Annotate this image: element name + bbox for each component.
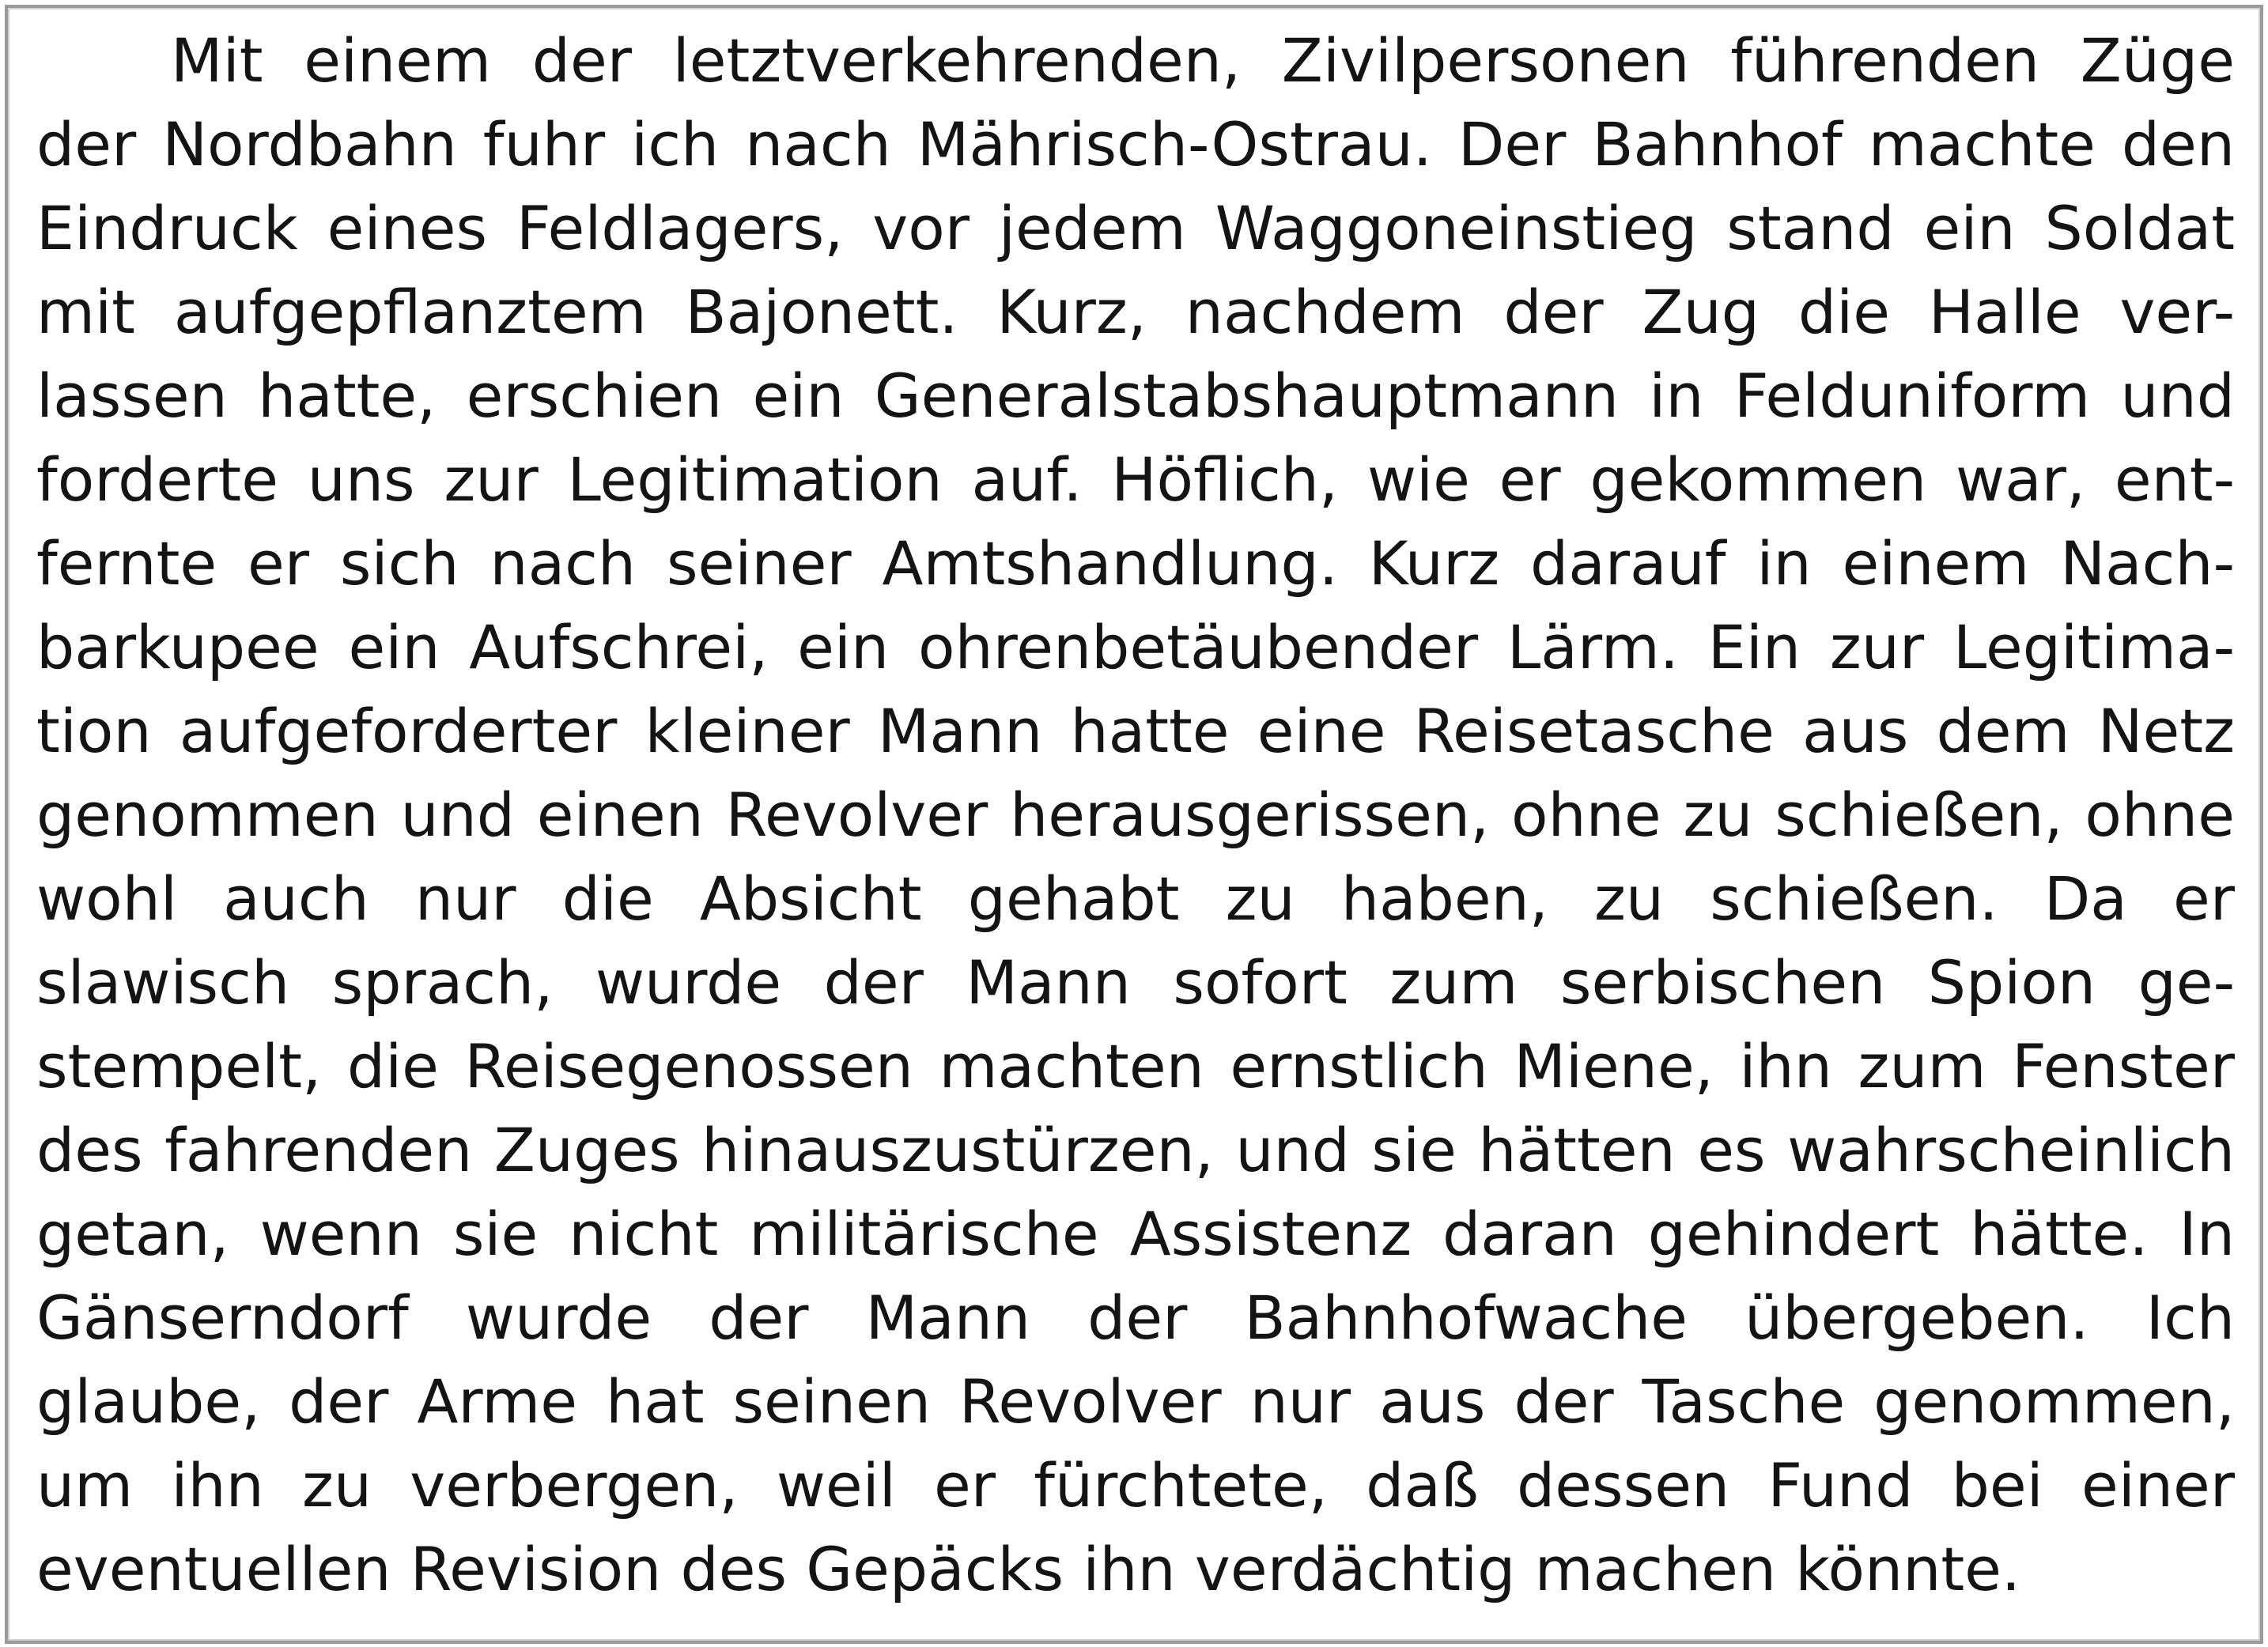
text-line: forderte uns zur Legitimation auf. Höflich, wie er gekommen war, ent- <box>36 444 2235 515</box>
text-line: um ihn zu verbergen, weil er fürchtete, daß dessen Fund bei einer <box>36 1450 2235 1520</box>
text-line: Mit einem der letztverkehrenden, Zivilpersonen führenden Züge <box>171 25 2235 96</box>
text-line: glaube, der Arme hat seinen Revolver nur aus der Tasche genommen, <box>36 1366 2235 1437</box>
text-line: genommen und einen Revolver herausgerissen, ohne zu schießen, ohne <box>36 780 2235 850</box>
text-line: stempelt, die Reisegenossen machten ernstlich Miene, ihn zum Fenster <box>36 1031 2235 1101</box>
text-line: mit aufgepflanztem Bajonett. Kurz, nachdem der Zug die Halle ver- <box>36 277 2235 347</box>
page-frame <box>5 5 2263 1644</box>
text-line: des fahrenden Zuges hinauszustürzen, und sie hätten es wahrscheinlich <box>36 1115 2235 1185</box>
text-line: fernte er sich nach seiner Amtshandlung. Kurz darauf in einem Nach- <box>36 528 2235 599</box>
text-line: lassen hatte, erschien ein Generalstabshauptmann in Felduniform und <box>36 361 2235 431</box>
text-line: Eindruck eines Feldlagers, vor jedem Waggoneinstieg stand ein Soldat <box>36 193 2235 263</box>
text-line: tion aufgeforderter kleiner Mann hatte eine Reisetasche aus dem Netz <box>36 696 2235 766</box>
text-line: barkupee ein Aufschrei, ein ohrenbetäubender Lärm. Ein zur Legitima- <box>36 612 2235 682</box>
text-line: slawisch sprach, wurde der Mann sofort zum serbischen Spion ge- <box>36 947 2235 1018</box>
text-line: Gänserndorf wurde der Mann der Bahnhofwache übergeben. Ich <box>36 1282 2235 1353</box>
text-line: getan, wenn sie nicht militärische Assistenz daran gehindert hätte. In <box>36 1199 2235 1269</box>
text-line: wohl auch nur die Absicht gehabt zu haben, zu schießen. Da er <box>36 863 2235 934</box>
text-line: eventuellen Revision des Gepäcks ihn verdächtig machen könnte. <box>36 1534 2021 1604</box>
text-paragraph <box>36 19 2235 1611</box>
text-line: der Nordbahn fuhr ich nach Mährisch-Ostrau. Der Bahnhof machte den <box>36 109 2235 179</box>
